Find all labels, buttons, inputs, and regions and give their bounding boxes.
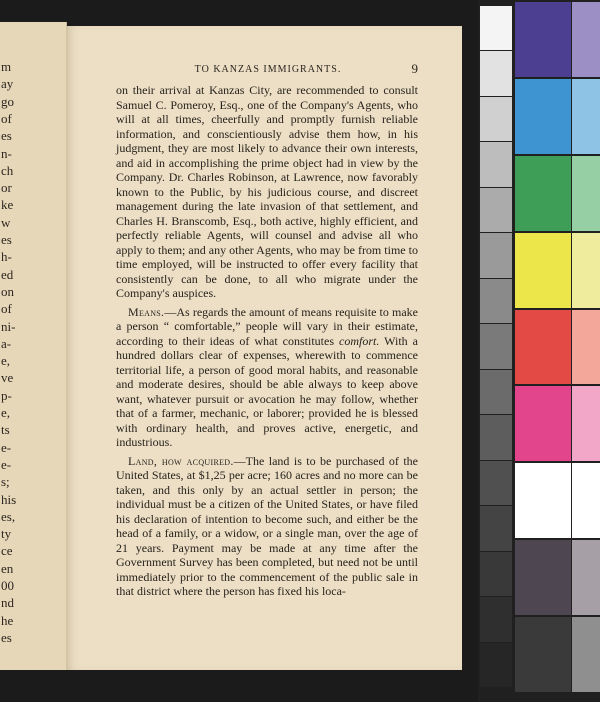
color-patch [572, 540, 600, 615]
gray-patch [480, 233, 512, 277]
color-patch [572, 2, 600, 77]
page-number: 9 [411, 61, 418, 76]
facing-page-fragment: ve [1, 370, 14, 386]
gray-patch [480, 597, 512, 641]
facing-page-fragment: ed [1, 266, 14, 282]
color-patch [572, 156, 600, 231]
facing-page-fragment: n- [1, 145, 12, 161]
color-patch [515, 540, 571, 615]
facing-page-edge [0, 22, 67, 670]
gray-patch [480, 643, 512, 687]
color-patch [515, 463, 571, 538]
gray-patch [480, 461, 512, 505]
book-page [66, 26, 462, 670]
gray-patch [480, 552, 512, 596]
facing-page-fragment: go [1, 93, 14, 109]
means-text-b: With a hundred dollars clear of expenses, wherewith to commence territorial life, a person of good moral habits, and reasonable and moderate desires, should be able always to keep above want, whatever pursuit or avocation he may follow, whether that of a farmer, mechanic, or laborer; provided he is blessed with ordinary health, and proves active, energetic, and industrious. [116, 333, 418, 449]
facing-page-fragment: on [1, 283, 14, 299]
facing-page-fragment: ch [1, 162, 14, 178]
land-text: —The land is to be purchased of the United States, at $1,25 per acre; 160 acres and no more can be taken, and this only by an actual settler in person; the individual must be a citizen of the United States, or have filed his declaration of intention to become such, and either be the head of a family, or a widow, or a single man, over the age of 21 years. Payment may be made at any time after the Government Survey has been completed, but need not be until immediately prior to the commencement of the public sale in that district where the person has fixed his loca- [116, 453, 418, 598]
gray-patch [480, 51, 512, 95]
paragraph-agents: on their arrival at Kanzas City, are recommended to consult Samuel C. Pomeroy, Esq., one of the Company's Agents, who will at all times, cheerfully and promptly furnish reliable information, and conscientiously advise them how, in his judgment, they are most likely to advance their own interests, and aid in accomplishing the prime object had in view by the Company. Dr. Charles Robinson, at Lawrence, now favorably known to the Public, by his judicious course, and discreet management during the late invasion of that settlement, and Charles H. Branscomb, Esq., both active, highly efficient, and perfectly reliable Agents, will counsel and advise all who apply to them; and any other Agents, who may be from time to time employed, will be instructed to offer every facility that consistently can be done, to all who migrate under the Company's auspices. [116, 83, 418, 300]
facing-page-fragment: or [1, 180, 12, 196]
color-patch [515, 310, 571, 385]
facing-page-fragment: he [1, 612, 14, 628]
facing-page-fragment: es [1, 629, 12, 645]
paragraph-land [116, 454, 418, 599]
gray-patch [480, 188, 512, 232]
color-patch [572, 463, 600, 538]
color-patch [515, 233, 571, 308]
facing-page-fragment: a- [1, 335, 12, 351]
facing-page-fragment: w [1, 214, 11, 230]
gray-patch [480, 324, 512, 368]
section-heading-land: Land, how acquired. [128, 453, 234, 468]
facing-page-fragment: e- [1, 439, 12, 455]
color-patch [572, 79, 600, 154]
means-emphasis: comfort. [339, 333, 380, 348]
facing-page-fragment: es [1, 128, 12, 144]
color-patch [572, 310, 600, 385]
facing-page-fragment: ni- [1, 318, 16, 334]
section-heading-means: Means. [128, 304, 165, 319]
facing-page-fragment: p- [1, 387, 12, 403]
facing-page-fragment: h- [1, 249, 12, 265]
facing-page-fragment: es, [1, 508, 16, 524]
gray-patch [480, 142, 512, 186]
facing-page-fragment: ce [1, 543, 13, 559]
gray-patch [480, 415, 512, 459]
facing-page-fragment: e, [1, 405, 11, 420]
facing-page-fragment: en [1, 560, 14, 576]
color-patch [515, 617, 571, 692]
facing-page-fragment: ty [1, 526, 12, 542]
color-patch [572, 386, 600, 461]
gray-patch [480, 506, 512, 550]
gray-patch [480, 6, 512, 50]
color-patch [515, 79, 571, 154]
facing-page-fragment: e- [1, 456, 12, 472]
gray-patch [480, 370, 512, 414]
facing-page-fragment: ts [1, 422, 10, 438]
means-text-a: —As regards the amount of means requisite to make a person “ comfortable,” people will vary in their estimate, according to their ideas of what constitutes [116, 304, 418, 348]
gray-patch [480, 97, 512, 141]
color-patch [572, 233, 600, 308]
paragraph-means [116, 305, 418, 450]
facing-page-fragment: of [1, 301, 12, 317]
facing-page-fragment: es [1, 232, 12, 247]
color-calibration-chart [478, 0, 600, 702]
facing-page-fragment: e, [1, 353, 11, 369]
facing-page-fragment: ke [1, 197, 14, 213]
facing-page-fragment: m [1, 59, 12, 74]
facing-page-fragment: nd [1, 595, 14, 611]
page-body [116, 83, 418, 599]
color-patch [572, 617, 600, 692]
facing-page-fragment: 00 [1, 578, 14, 593]
color-patch [515, 2, 571, 77]
gray-patch [480, 279, 512, 323]
facing-page-fragment: of [1, 110, 12, 126]
facing-page-fragment: his [1, 491, 17, 507]
color-patch [515, 386, 571, 461]
facing-page-fragment: ay [1, 76, 14, 92]
running-head: TO KANZAS IMMIGRANTS. [194, 64, 342, 75]
facing-page-fragment: s; [1, 474, 10, 490]
color-patch [515, 156, 571, 231]
